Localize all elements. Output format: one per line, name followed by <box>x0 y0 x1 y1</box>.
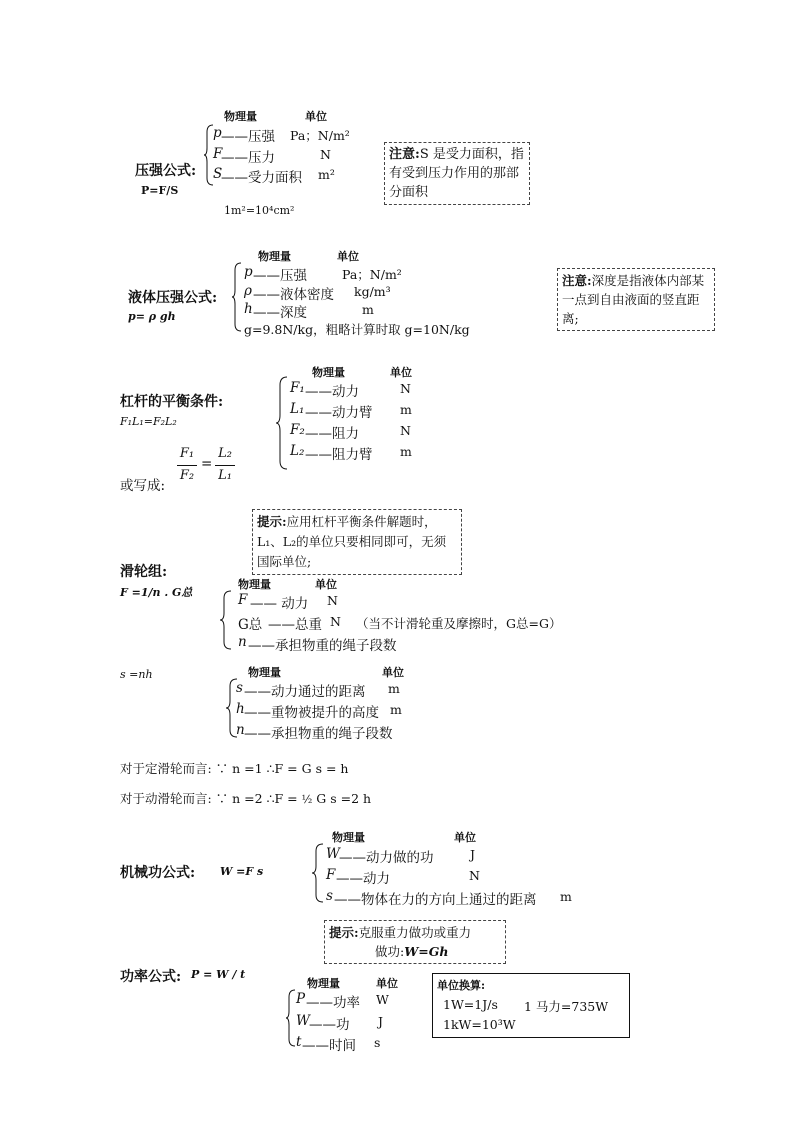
symbol: F <box>238 592 248 608</box>
tip-box <box>252 509 462 575</box>
header-unit: 单位 <box>454 831 476 844</box>
unit-conversion: 1m²=10⁴cm² <box>224 204 295 217</box>
description: ——动力 <box>336 871 390 887</box>
left-brace <box>220 590 232 650</box>
conversion-line: 1 马力=735W <box>524 999 609 1014</box>
description: ——总重 <box>268 617 322 633</box>
header-quantity: 物理量 <box>312 366 345 379</box>
tip-text: 应用杠杆平衡条件解题时，L₁、L₂的单位只要相同即可，无须国际单位; <box>257 514 447 569</box>
tip-formula: W=Gh <box>404 944 449 959</box>
formula: p= ρ gh <box>128 310 176 323</box>
denominator-left: F₂ <box>179 468 195 483</box>
unit-conversion-box <box>432 973 630 1038</box>
half-fraction: ½ <box>301 793 313 806</box>
header-quantity: 物理量 <box>224 110 257 123</box>
symbol: h <box>244 301 253 317</box>
unit: Pa；N/m² <box>342 267 402 282</box>
symbol: W <box>326 846 340 862</box>
tip-box <box>324 920 506 964</box>
formula: P = W / t <box>191 968 246 981</box>
tip-text: 克服重力做功或重力 <box>358 925 472 940</box>
conversion-title: 单位换算: <box>437 979 486 992</box>
tip-text-2: 做功: <box>375 944 405 959</box>
symbol: F <box>213 146 223 162</box>
section-title: 杠杆的平衡条件: <box>120 394 224 410</box>
description: ——物体在力的方向上通过的距离 <box>334 892 537 908</box>
conversion-line: 1W=1J/s <box>443 997 498 1012</box>
fraction-bar <box>215 465 235 466</box>
header-unit: 单位 <box>337 250 359 263</box>
header-unit: 单位 <box>376 977 398 990</box>
description: ——受力面积 <box>221 170 302 186</box>
formula: F₁L₁=F₂L₂ <box>120 415 177 428</box>
symbol: F <box>326 867 336 883</box>
description: ——动力臂 <box>305 405 373 421</box>
symbol: ρ <box>244 283 252 299</box>
unit: N <box>327 593 338 608</box>
symbol: t <box>296 1034 302 1050</box>
symbol: S <box>213 166 223 182</box>
left-brace <box>286 989 296 1047</box>
description: —— 动力 <box>250 596 309 612</box>
description: ——承担物重的绳子段数 <box>244 726 393 742</box>
conversion-line: 1kW=10³W <box>443 1017 516 1032</box>
description: ——压强 <box>221 129 275 145</box>
unit: N <box>320 147 331 162</box>
unit: m <box>560 889 572 904</box>
symbol: G总 <box>238 617 263 633</box>
header-quantity: 物理量 <box>258 250 291 263</box>
unit: m <box>400 402 412 417</box>
unit: N <box>330 614 341 629</box>
left-brace <box>232 262 242 332</box>
symbol: s <box>326 888 333 904</box>
description: ——时间 <box>302 1038 356 1054</box>
description: ——液体密度 <box>253 287 334 303</box>
note-text: S 是受力面积，指有受到压力作用的那部分面积 <box>389 147 524 200</box>
unit: N <box>400 381 411 396</box>
symbol: P <box>296 991 306 1007</box>
description: ——动力通过的距离 <box>244 684 366 700</box>
equals-sign: = <box>201 456 213 472</box>
description: ——承担物重的绳子段数 <box>248 638 397 654</box>
note-label: 注意: <box>389 147 420 162</box>
symbol: n <box>236 722 245 738</box>
header-quantity: 物理量 <box>238 578 271 591</box>
formula: F =1/n . G总 <box>120 586 193 599</box>
description: ——功率 <box>306 995 360 1011</box>
note-box <box>384 142 530 205</box>
symbol: L₁ <box>290 401 305 417</box>
movable-pulley-line <box>120 789 371 807</box>
section-title: 液体压强公式: <box>128 290 218 306</box>
description: ——压强 <box>253 268 307 284</box>
description: ——压力 <box>221 150 275 166</box>
alt-label: 或写成: <box>120 478 166 494</box>
header-unit: 单位 <box>315 578 337 591</box>
formula: W =F s <box>220 865 264 878</box>
unit: m² <box>318 167 335 182</box>
unit: N <box>400 423 411 438</box>
symbol: p <box>213 125 222 141</box>
tip-label: 提示: <box>257 514 287 529</box>
symbol: L₂ <box>290 443 305 459</box>
unit: J <box>470 847 476 862</box>
g-value-line: g=9.8N/kg，粗略计算时取 g=10N/kg <box>244 322 470 337</box>
section-title: 机械功公式: <box>120 865 196 881</box>
tip-label: 提示: <box>329 925 359 940</box>
section-title: 滑轮组: <box>120 564 168 580</box>
fraction-bar <box>177 465 197 466</box>
symbol: n <box>238 634 247 650</box>
header-unit: 单位 <box>390 366 412 379</box>
unit: m <box>390 702 402 717</box>
description: ——深度 <box>253 305 307 321</box>
description: ——阻力臂 <box>305 447 373 463</box>
description: ——重物被提升的高度 <box>244 705 379 721</box>
unit: Pa；N/m² <box>290 128 350 143</box>
header-unit: 单位 <box>305 110 327 123</box>
unit: m <box>388 681 400 696</box>
unit: m <box>362 302 374 317</box>
left-brace <box>276 376 288 470</box>
header-quantity: 物理量 <box>332 831 365 844</box>
formula: P=F/S <box>141 184 179 197</box>
section-title: 功率公式: <box>120 969 182 985</box>
condition-note: （当不计滑轮重及摩擦时，G总=G） <box>356 616 562 631</box>
symbol: F₂ <box>290 422 305 438</box>
fixed-pulley-line: 对于定滑轮而言: ∵ n =1 ∴F = G s = h <box>120 761 349 776</box>
formula: s =nh <box>120 668 153 681</box>
header-quantity: 物理量 <box>248 666 281 679</box>
unit: m <box>400 444 412 459</box>
symbol: W <box>296 1013 310 1029</box>
description: ——阻力 <box>305 426 359 442</box>
note-box <box>557 268 715 331</box>
header-quantity: 物理量 <box>307 977 340 990</box>
movable-pulley-text: 对于动滑轮而言: ∵ n =2 ∴F = <box>120 791 298 806</box>
movable-pulley-text-end: G s =2 h <box>316 791 372 806</box>
note-label: 注意: <box>562 273 592 288</box>
section-title: 压强公式: <box>135 163 197 179</box>
unit: J <box>378 1014 384 1029</box>
spacer <box>0 0 10 1</box>
symbol: s <box>236 680 243 696</box>
unit: s <box>374 1035 381 1050</box>
unit: N <box>469 868 480 883</box>
symbol: F₁ <box>290 380 305 396</box>
description: ——动力做的功 <box>339 850 434 866</box>
denominator-right: L₁ <box>218 468 232 483</box>
numerator-left: F₁ <box>179 446 195 461</box>
unit: W <box>376 992 389 1007</box>
left-brace <box>312 843 324 903</box>
numerator-right: L₂ <box>218 446 232 461</box>
note-text: 深度是指液体内部某一点到自由液面的竖直距离; <box>562 273 705 326</box>
symbol: p <box>244 264 253 280</box>
header-unit: 单位 <box>382 666 404 679</box>
symbol: h <box>236 701 245 717</box>
description: ——功 <box>309 1017 350 1033</box>
description: ——动力 <box>305 384 359 400</box>
unit: kg/m³ <box>354 284 391 299</box>
